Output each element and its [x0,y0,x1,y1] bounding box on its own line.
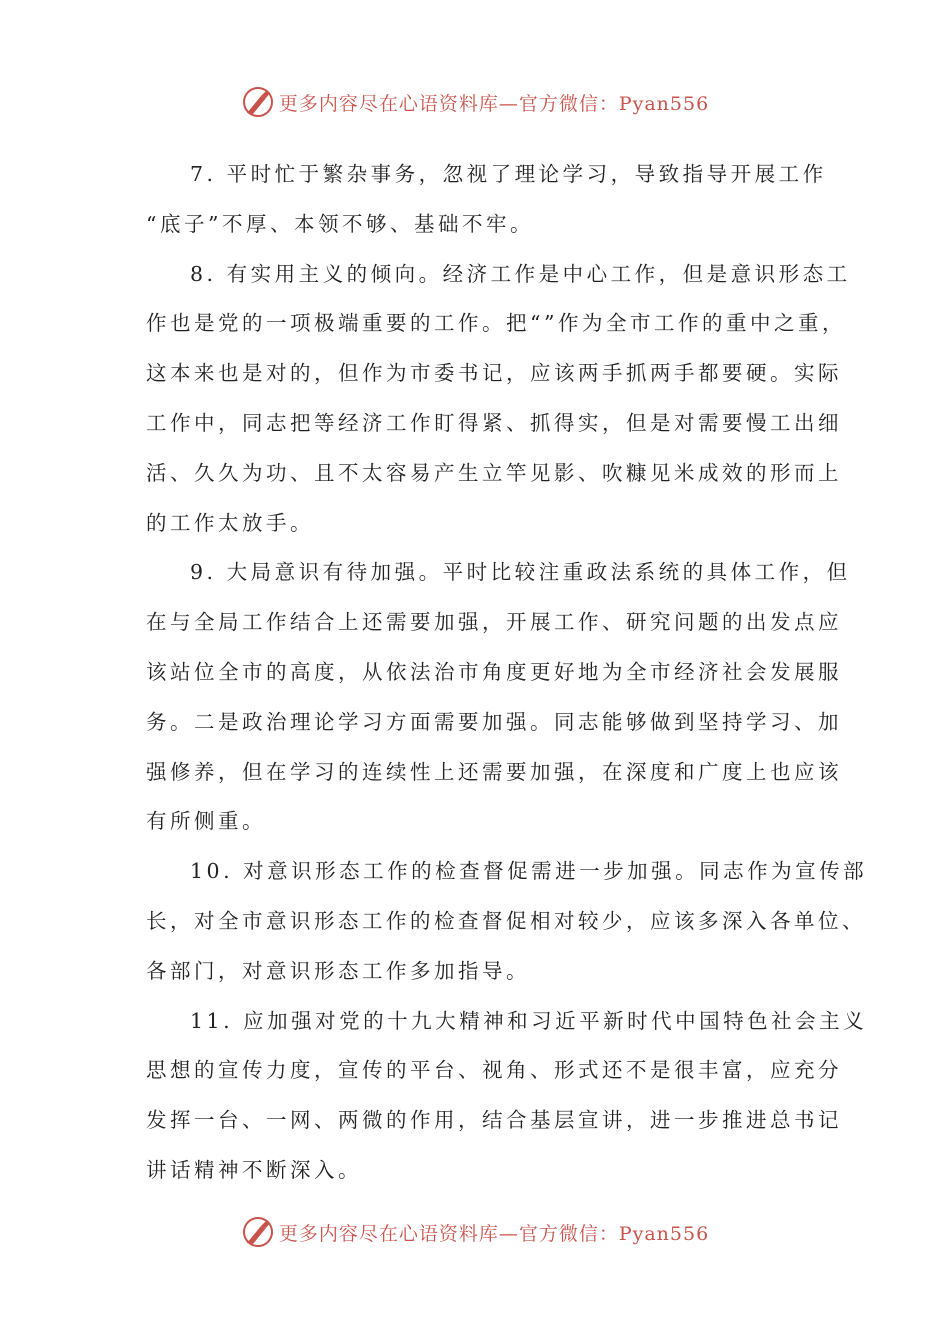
text-line: “底子”不厚、本领不够、基础不牢。 [146,211,534,236]
text-line: 该站位全市的高度，从依法治市角度更好地为全市经济社会发展服 [146,659,842,684]
text-line: 思想的宣传力度，宣传的平台、视角、形式还不是很丰富，应充分 [146,1058,842,1083]
paragraph-9 [146,548,851,847]
text-line: 这本来也是对的，但作为市委书记，应该两手抓两手都要硬。实际 [146,361,842,386]
pen-nib-icon [241,1215,275,1249]
text-line: 发挥一台、一网、两微的作用，结合基层宣讲，进一步推进总书记 [146,1108,842,1133]
pen-nib-icon [241,85,275,119]
paragraph-7 [146,150,827,250]
paragraph-8 [146,250,851,549]
text-line: 作也是党的一项极端重要的工作。把“”作为全市工作的重中之重， [146,311,846,336]
text-line: 务。二是政治理论学习方面需要加强。同志能够做到坚持学习、加 [146,709,842,734]
paragraph-10 [146,847,868,996]
text-line: 7. 平时忙于繁杂事务，忽视了理论学习，导致指导开展工作 [190,162,827,186]
text-line: 10. 对意识形态工作的检查督促需进一步加强。同志作为宣传部 [190,859,868,884]
banner-text: 更多内容尽在心语资料库—官方微信：Pyan556 [278,92,710,115]
document-body [146,150,868,1196]
text-line: 工作中，同志把等经济工作盯得紧、抓得实，但是对需要慢工出细 [146,410,842,435]
text-line: 有所侧重。 [146,809,266,834]
text-line: 讲话精神不断深入。 [146,1157,362,1182]
text-line: 8. 有实用主义的倾向。经济工作是中心工作，但是意识形态工 [190,261,851,286]
text-line: 各部门，对意识形态工作多加指导。 [146,958,530,983]
footer-banner [0,1212,950,1252]
text-line: 在与全局工作结合上还需要加强，开展工作、研究问题的出发点应 [146,610,842,635]
text-line: 11. 应加强对党的十九大精神和习近平新时代中国特色社会主义 [190,1008,868,1033]
banner-text: 更多内容尽在心语资料库—官方微信：Pyan556 [278,1222,710,1245]
text-line: 的工作太放手。 [146,510,314,535]
header-banner [0,82,950,122]
text-line: 9. 大局意识有待加强。平时比较注重政法系统的具体工作，但 [190,560,851,585]
text-line: 长，对全市意识形态工作的检查督促相对较少，应该多深入各单位、 [146,908,866,933]
text-line: 强修养，但在学习的连续性上还需要加强，在深度和广度上也应该 [146,759,842,784]
text-line: 活、久久为功、且不太容易产生立竿见影、吹糠见米成效的形而上 [146,460,842,485]
paragraph-11 [146,997,868,1196]
